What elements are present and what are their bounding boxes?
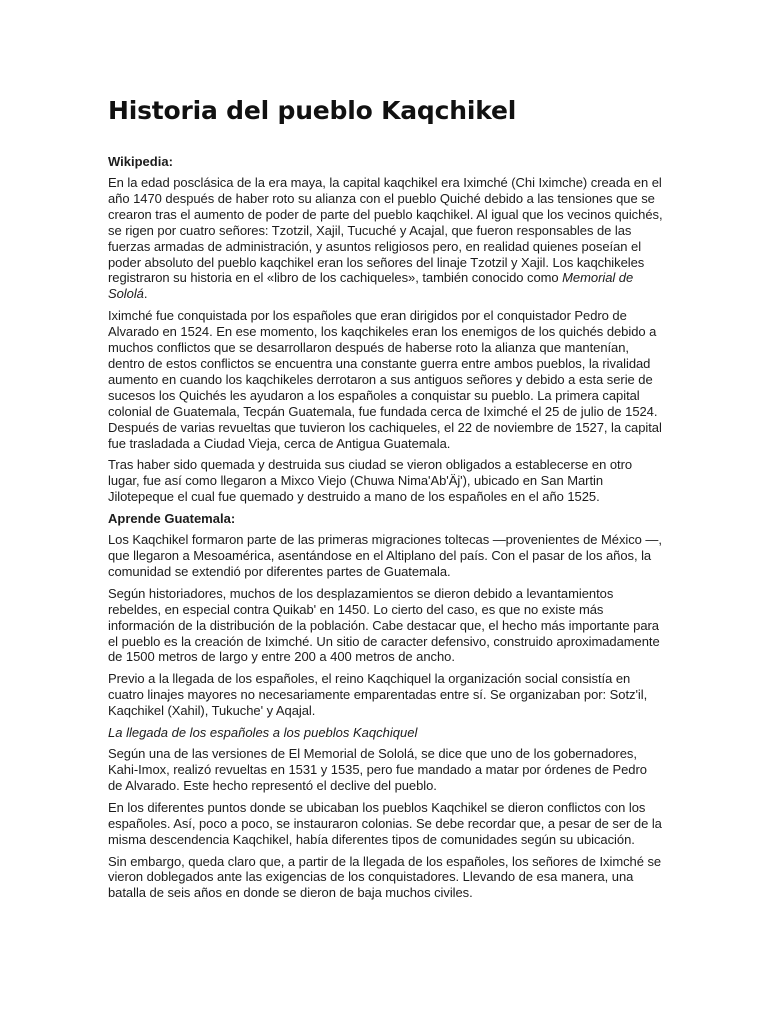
paragraph: En los diferentes puntos donde se ubicaban los pueblos Kaqchikel se dieron conflictos con los españoles. Así, poco a poco, se instauraron colonias. Se debe recordar que, a pesar de ser de la misma descendencia Kaqchikel, había diferentes tipos de comunidades según su ubicación. (108, 799, 662, 847)
source-heading-aprende-guatemala: Aprende Guatemala: (108, 511, 236, 527)
document-page (108, 95, 664, 907)
paragraph-text-end: . (143, 286, 148, 302)
paragraph: Iximché fue conquistada por los españoles que eran dirigidos por el conquistador Pedro de Alvarado en 1524. En ese momento, los kaqchikeles eran los enemigos de los quichés debido a muchos conflictos que se desarrollaron después de haberse roto la alianza que mantenían, dentro de estos conflictos se encuentra una constante guerra entre ambos pueblos, la rivalidad aumento en cuando los kaqchikeles derrotaron a sus antiguos señores y debido a esta serie de sucesos los Quichés les ayudaron a los españoles a conquistar su pueblo. La primera capital colonial de Guatemala, Tecpán Guatemala, fue fundada cerca de Iximché el 25 de julio de 1524. Después de varias revueltas que tuvieron los cachiqueles, el 22 de noviembre de 1527, la capital fue trasladada a Ciudad Vieja, cerca de Antigua Guatemala. (108, 308, 662, 451)
book-title: Memorial de Sololá (108, 270, 634, 302)
paragraph: Previo a la llegada de los españoles, el reino Kaqchiquel la organización social consistía en cuatro linajes mayores no necesariamente emparentadas entre sí. Se organizaban por: Sotz'il, Kaqchikel (Xahil), Tukuche' y Aqajal. (108, 671, 648, 719)
source-heading-wikipedia: Wikipedia: (108, 154, 173, 169)
paragraph-text: En la edad posclásica de la era maya, la capital kaqchikel era Iximché (Chi Iximche) creada en el año 1470 después de haber roto su alianza con el pueblo Quiché debido a las tensiones que se crearon tras el aumento de poder de parte del pueblo kaqchikel. Al igual que los vecinos quichés, se rigen por cuatro señores: Tzotzil, Xajil, Tucuché y Acajal, que fueron responsables de las fuerzas armadas de administración, y asuntos religiosos pero, en realidad quienes poseían el poder absoluto del pueblo kaqchikel eran los señores del linaje Tzotzil y Xajil. Los kaqchikeles registraron su historia en el «libro de los cachiqueles», también conocido como (108, 175, 663, 286)
paragraph (108, 175, 664, 302)
page-title: Historia del pueblo Kaqchikel (108, 96, 517, 125)
paragraph: Los Kaqchikel formaron parte de las primeras migraciones toltecas —provenientes de México —, que llegaron a Mesoamérica, asentándose en el Altiplano del país. Con el pasar de los años, la comunidad se extendió por diferentes partes de Guatemala. (108, 532, 662, 579)
section-subheading: La llegada de los españoles a los pueblos Kaqchiquel (108, 725, 418, 741)
paragraph: Según una de las versiones de El Memorial de Sololá, se dice que uno de los gobernadores, Kahi-Imox, realizó revueltas en 1531 y 1535, pero fue mandado a matar por órdenes de Pedro de Alvarado. Este hecho representó el declive del pueblo. (108, 746, 647, 793)
paragraph: Tras haber sido quemada y destruida sus ciudad se vieron obligados a establecerse en otro lugar, fue así como llegaron a Mixco Viejo (Chuwa Nima'Ab'Äj'), ubicado en San Martin Jilotepeque el cual fue quemado y destruido a mano de los españoles en el año 1525. (108, 457, 633, 505)
paragraph: Sin embargo, queda claro que, a partir de la llegada de los españoles, los señores de Iximché se vieron doblegados ante las exigencias de los conquistadores. Llevando de esa manera, una batalla de seis años en donde se dieron de baja muchos civiles. (108, 853, 662, 901)
paragraph: Según historiadores, muchos de los desplazamientos se dieron debido a levantamientos rebeldes, en especial contra Quikab' en 1450. Lo cierto del caso, es que no existe más información de la distribución de la población. Cabe destacar que, el hecho más importante para el pueblo es la creación de Iximché. Un sitio de caracter defensivo, construido aproximadamente de 1500 metros de largo y entre 200 a 400 metros de ancho. (108, 585, 660, 665)
